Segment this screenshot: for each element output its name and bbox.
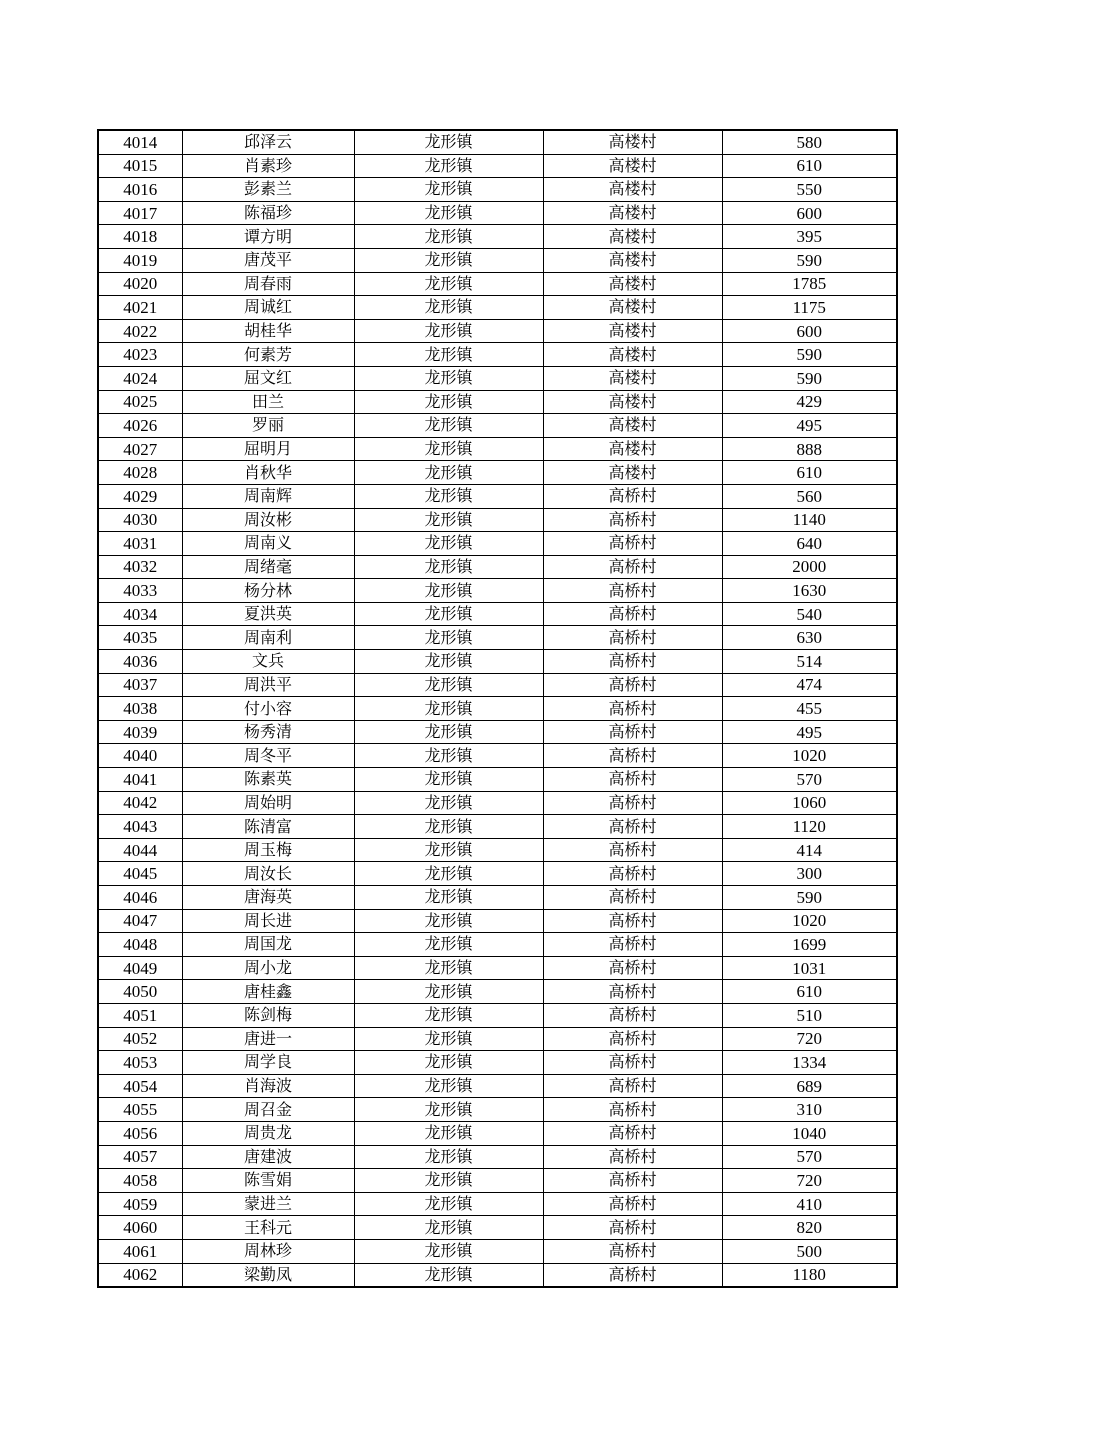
name-cell: 谭方明 <box>182 225 354 249</box>
amount-cell: 820 <box>722 1216 897 1240</box>
name-cell: 屈明月 <box>182 437 354 461</box>
serial-number-cell: 4041 <box>98 768 182 792</box>
serial-number-cell: 4056 <box>98 1121 182 1145</box>
village-cell: 高桥村 <box>543 1263 722 1287</box>
serial-number-cell: 4022 <box>98 319 182 343</box>
table-row <box>98 1121 897 1145</box>
amount-cell: 1020 <box>722 909 897 933</box>
amount-cell: 410 <box>722 1192 897 1216</box>
table-row <box>98 484 897 508</box>
serial-number-cell: 4033 <box>98 579 182 603</box>
town-cell: 龙形镇 <box>354 956 543 980</box>
data-table <box>97 129 898 1288</box>
name-cell: 唐进一 <box>182 1027 354 1051</box>
name-cell: 周国龙 <box>182 933 354 957</box>
village-cell: 高桥村 <box>543 1098 722 1122</box>
serial-number-cell: 4028 <box>98 461 182 485</box>
name-cell: 周长进 <box>182 909 354 933</box>
table-row <box>98 248 897 272</box>
amount-cell: 310 <box>722 1098 897 1122</box>
town-cell: 龙形镇 <box>354 532 543 556</box>
name-cell: 周汝彬 <box>182 508 354 532</box>
town-cell: 龙形镇 <box>354 154 543 178</box>
table-row <box>98 579 897 603</box>
serial-number-cell: 4044 <box>98 838 182 862</box>
village-cell: 高桥村 <box>543 744 722 768</box>
village-cell: 高楼村 <box>543 225 722 249</box>
town-cell: 龙形镇 <box>354 838 543 862</box>
table-row <box>98 933 897 957</box>
table-row <box>98 1003 897 1027</box>
serial-number-cell: 4014 <box>98 130 182 154</box>
serial-number-cell: 4058 <box>98 1169 182 1193</box>
table-row <box>98 154 897 178</box>
serial-number-cell: 4027 <box>98 437 182 461</box>
table-row <box>98 602 897 626</box>
amount-cell: 1334 <box>722 1051 897 1075</box>
name-cell: 陈素英 <box>182 768 354 792</box>
name-cell: 周洪平 <box>182 673 354 697</box>
town-cell: 龙形镇 <box>354 1121 543 1145</box>
table-row <box>98 437 897 461</box>
serial-number-cell: 4039 <box>98 720 182 744</box>
village-cell: 高桥村 <box>543 532 722 556</box>
amount-cell: 610 <box>722 154 897 178</box>
town-cell: 龙形镇 <box>354 272 543 296</box>
table-row <box>98 862 897 886</box>
town-cell: 龙形镇 <box>354 178 543 202</box>
name-cell: 杨分林 <box>182 579 354 603</box>
serial-number-cell: 4052 <box>98 1027 182 1051</box>
village-cell: 高楼村 <box>543 343 722 367</box>
name-cell: 屈文红 <box>182 366 354 390</box>
town-cell: 龙形镇 <box>354 225 543 249</box>
name-cell: 周贵龙 <box>182 1121 354 1145</box>
village-cell: 高桥村 <box>543 602 722 626</box>
name-cell: 周冬平 <box>182 744 354 768</box>
name-cell: 唐海英 <box>182 886 354 910</box>
serial-number-cell: 4021 <box>98 296 182 320</box>
town-cell: 龙形镇 <box>354 650 543 674</box>
town-cell: 龙形镇 <box>354 791 543 815</box>
village-cell: 高楼村 <box>543 366 722 390</box>
village-cell: 高桥村 <box>543 1192 722 1216</box>
serial-number-cell: 4048 <box>98 933 182 957</box>
amount-cell: 590 <box>722 343 897 367</box>
town-cell: 龙形镇 <box>354 1239 543 1263</box>
name-cell: 肖秋华 <box>182 461 354 485</box>
serial-number-cell: 4016 <box>98 178 182 202</box>
table-row <box>98 1216 897 1240</box>
village-cell: 高桥村 <box>543 1216 722 1240</box>
table-row <box>98 886 897 910</box>
town-cell: 龙形镇 <box>354 1145 543 1169</box>
table-row <box>98 980 897 1004</box>
town-cell: 龙形镇 <box>354 201 543 225</box>
serial-number-cell: 4047 <box>98 909 182 933</box>
amount-cell: 610 <box>722 461 897 485</box>
amount-cell: 395 <box>722 225 897 249</box>
town-cell: 龙形镇 <box>354 602 543 626</box>
town-cell: 龙形镇 <box>354 296 543 320</box>
town-cell: 龙形镇 <box>354 1074 543 1098</box>
amount-cell: 580 <box>722 130 897 154</box>
name-cell: 陈雪娟 <box>182 1169 354 1193</box>
name-cell: 蒙进兰 <box>182 1192 354 1216</box>
name-cell: 肖海波 <box>182 1074 354 1098</box>
name-cell: 文兵 <box>182 650 354 674</box>
amount-cell: 720 <box>722 1169 897 1193</box>
amount-cell: 1140 <box>722 508 897 532</box>
town-cell: 龙形镇 <box>354 815 543 839</box>
village-cell: 高楼村 <box>543 178 722 202</box>
amount-cell: 570 <box>722 768 897 792</box>
table-row <box>98 744 897 768</box>
serial-number-cell: 4023 <box>98 343 182 367</box>
amount-cell: 1120 <box>722 815 897 839</box>
village-cell: 高桥村 <box>543 1121 722 1145</box>
amount-cell: 590 <box>722 366 897 390</box>
town-cell: 龙形镇 <box>354 1263 543 1287</box>
village-cell: 高桥村 <box>543 579 722 603</box>
table-row <box>98 791 897 815</box>
table-row <box>98 1263 897 1287</box>
village-cell: 高桥村 <box>543 650 722 674</box>
village-cell: 高楼村 <box>543 319 722 343</box>
amount-cell: 1785 <box>722 272 897 296</box>
amount-cell: 1031 <box>722 956 897 980</box>
village-cell: 高桥村 <box>543 1003 722 1027</box>
serial-number-cell: 4050 <box>98 980 182 1004</box>
town-cell: 龙形镇 <box>354 933 543 957</box>
serial-number-cell: 4049 <box>98 956 182 980</box>
serial-number-cell: 4018 <box>98 225 182 249</box>
serial-number-cell: 4035 <box>98 626 182 650</box>
village-cell: 高楼村 <box>543 461 722 485</box>
amount-cell: 429 <box>722 390 897 414</box>
town-cell: 龙形镇 <box>354 555 543 579</box>
name-cell: 唐茂平 <box>182 248 354 272</box>
serial-number-cell: 4038 <box>98 697 182 721</box>
amount-cell: 2000 <box>722 555 897 579</box>
name-cell: 唐建波 <box>182 1145 354 1169</box>
amount-cell: 1699 <box>722 933 897 957</box>
village-cell: 高桥村 <box>543 1027 722 1051</box>
name-cell: 夏洪英 <box>182 602 354 626</box>
town-cell: 龙形镇 <box>354 697 543 721</box>
amount-cell: 1180 <box>722 1263 897 1287</box>
table-row <box>98 1027 897 1051</box>
name-cell: 梁勤凤 <box>182 1263 354 1287</box>
village-cell: 高桥村 <box>543 697 722 721</box>
table-row <box>98 414 897 438</box>
amount-cell: 590 <box>722 248 897 272</box>
town-cell: 龙形镇 <box>354 1098 543 1122</box>
village-cell: 高桥村 <box>543 1145 722 1169</box>
table-row <box>98 697 897 721</box>
table-row <box>98 626 897 650</box>
amount-cell: 1630 <box>722 579 897 603</box>
serial-number-cell: 4026 <box>98 414 182 438</box>
serial-number-cell: 4040 <box>98 744 182 768</box>
amount-cell: 630 <box>722 626 897 650</box>
village-cell: 高桥村 <box>543 508 722 532</box>
serial-number-cell: 4045 <box>98 862 182 886</box>
name-cell: 邱泽云 <box>182 130 354 154</box>
amount-cell: 300 <box>722 862 897 886</box>
village-cell: 高楼村 <box>543 390 722 414</box>
table-row <box>98 1239 897 1263</box>
table-row <box>98 1145 897 1169</box>
table-row <box>98 225 897 249</box>
village-cell: 高桥村 <box>543 956 722 980</box>
amount-cell: 720 <box>722 1027 897 1051</box>
name-cell: 罗丽 <box>182 414 354 438</box>
table-body <box>98 130 897 1287</box>
village-cell: 高桥村 <box>543 862 722 886</box>
table-row <box>98 319 897 343</box>
town-cell: 龙形镇 <box>354 1003 543 1027</box>
name-cell: 胡桂华 <box>182 319 354 343</box>
table-row <box>98 1051 897 1075</box>
town-cell: 龙形镇 <box>354 366 543 390</box>
amount-cell: 1040 <box>722 1121 897 1145</box>
serial-number-cell: 4024 <box>98 366 182 390</box>
serial-number-cell: 4015 <box>98 154 182 178</box>
name-cell: 付小容 <box>182 697 354 721</box>
table-row <box>98 650 897 674</box>
village-cell: 高楼村 <box>543 201 722 225</box>
name-cell: 周玉梅 <box>182 838 354 862</box>
table-row <box>98 178 897 202</box>
town-cell: 龙形镇 <box>354 1169 543 1193</box>
amount-cell: 514 <box>722 650 897 674</box>
table-row <box>98 201 897 225</box>
town-cell: 龙形镇 <box>354 130 543 154</box>
town-cell: 龙形镇 <box>354 862 543 886</box>
village-cell: 高桥村 <box>543 791 722 815</box>
amount-cell: 1020 <box>722 744 897 768</box>
town-cell: 龙形镇 <box>354 414 543 438</box>
village-cell: 高桥村 <box>543 1239 722 1263</box>
town-cell: 龙形镇 <box>354 437 543 461</box>
name-cell: 周南辉 <box>182 484 354 508</box>
serial-number-cell: 4059 <box>98 1192 182 1216</box>
serial-number-cell: 4032 <box>98 555 182 579</box>
village-cell: 高桥村 <box>543 673 722 697</box>
serial-number-cell: 4042 <box>98 791 182 815</box>
serial-number-cell: 4060 <box>98 1216 182 1240</box>
amount-cell: 590 <box>722 886 897 910</box>
name-cell: 陈清富 <box>182 815 354 839</box>
amount-cell: 550 <box>722 178 897 202</box>
amount-cell: 888 <box>722 437 897 461</box>
village-cell: 高桥村 <box>543 768 722 792</box>
town-cell: 龙形镇 <box>354 673 543 697</box>
town-cell: 龙形镇 <box>354 768 543 792</box>
town-cell: 龙形镇 <box>354 744 543 768</box>
town-cell: 龙形镇 <box>354 343 543 367</box>
serial-number-cell: 4054 <box>98 1074 182 1098</box>
town-cell: 龙形镇 <box>354 461 543 485</box>
serial-number-cell: 4019 <box>98 248 182 272</box>
name-cell: 彭素兰 <box>182 178 354 202</box>
amount-cell: 570 <box>722 1145 897 1169</box>
table-row <box>98 1098 897 1122</box>
amount-cell: 510 <box>722 1003 897 1027</box>
table-row <box>98 343 897 367</box>
serial-number-cell: 4017 <box>98 201 182 225</box>
amount-cell: 495 <box>722 414 897 438</box>
town-cell: 龙形镇 <box>354 626 543 650</box>
serial-number-cell: 4062 <box>98 1263 182 1287</box>
amount-cell: 610 <box>722 980 897 1004</box>
name-cell: 周召金 <box>182 1098 354 1122</box>
serial-number-cell: 4037 <box>98 673 182 697</box>
amount-cell: 689 <box>722 1074 897 1098</box>
name-cell: 周绪毫 <box>182 555 354 579</box>
table-row <box>98 508 897 532</box>
table-row <box>98 366 897 390</box>
village-cell: 高桥村 <box>543 909 722 933</box>
village-cell: 高楼村 <box>543 414 722 438</box>
serial-number-cell: 4043 <box>98 815 182 839</box>
village-cell: 高桥村 <box>543 484 722 508</box>
town-cell: 龙形镇 <box>354 579 543 603</box>
town-cell: 龙形镇 <box>354 1051 543 1075</box>
amount-cell: 600 <box>722 319 897 343</box>
serial-number-cell: 4030 <box>98 508 182 532</box>
serial-number-cell: 4046 <box>98 886 182 910</box>
amount-cell: 1060 <box>722 791 897 815</box>
name-cell: 周学良 <box>182 1051 354 1075</box>
village-cell: 高桥村 <box>543 933 722 957</box>
table-row <box>98 838 897 862</box>
village-cell: 高楼村 <box>543 154 722 178</box>
name-cell: 何素芳 <box>182 343 354 367</box>
serial-number-cell: 4020 <box>98 272 182 296</box>
amount-cell: 560 <box>722 484 897 508</box>
village-cell: 高楼村 <box>543 296 722 320</box>
amount-cell: 495 <box>722 720 897 744</box>
serial-number-cell: 4031 <box>98 532 182 556</box>
village-cell: 高桥村 <box>543 838 722 862</box>
name-cell: 周汝长 <box>182 862 354 886</box>
town-cell: 龙形镇 <box>354 484 543 508</box>
table-row <box>98 673 897 697</box>
table-row <box>98 532 897 556</box>
town-cell: 龙形镇 <box>354 1027 543 1051</box>
town-cell: 龙形镇 <box>354 248 543 272</box>
amount-cell: 414 <box>722 838 897 862</box>
amount-cell: 600 <box>722 201 897 225</box>
name-cell: 周南利 <box>182 626 354 650</box>
name-cell: 周小龙 <box>182 956 354 980</box>
table-row <box>98 1074 897 1098</box>
town-cell: 龙形镇 <box>354 909 543 933</box>
amount-cell: 540 <box>722 602 897 626</box>
serial-number-cell: 4029 <box>98 484 182 508</box>
name-cell: 肖素珍 <box>182 154 354 178</box>
table-row <box>98 768 897 792</box>
name-cell: 周林珍 <box>182 1239 354 1263</box>
serial-number-cell: 4061 <box>98 1239 182 1263</box>
table-row <box>98 1169 897 1193</box>
village-cell: 高桥村 <box>543 815 722 839</box>
serial-number-cell: 4051 <box>98 1003 182 1027</box>
amount-cell: 1175 <box>722 296 897 320</box>
serial-number-cell: 4034 <box>98 602 182 626</box>
village-cell: 高桥村 <box>543 720 722 744</box>
amount-cell: 640 <box>722 532 897 556</box>
amount-cell: 500 <box>722 1239 897 1263</box>
name-cell: 田兰 <box>182 390 354 414</box>
name-cell: 周诚红 <box>182 296 354 320</box>
village-cell: 高桥村 <box>543 1169 722 1193</box>
village-cell: 高桥村 <box>543 886 722 910</box>
table-row <box>98 461 897 485</box>
town-cell: 龙形镇 <box>354 390 543 414</box>
town-cell: 龙形镇 <box>354 886 543 910</box>
town-cell: 龙形镇 <box>354 1216 543 1240</box>
town-cell: 龙形镇 <box>354 1192 543 1216</box>
village-cell: 高楼村 <box>543 130 722 154</box>
village-cell: 高桥村 <box>543 980 722 1004</box>
village-cell: 高楼村 <box>543 437 722 461</box>
table-row <box>98 272 897 296</box>
name-cell: 唐桂鑫 <box>182 980 354 1004</box>
table-row <box>98 555 897 579</box>
table-row <box>98 956 897 980</box>
name-cell: 周始明 <box>182 791 354 815</box>
amount-cell: 455 <box>722 697 897 721</box>
village-cell: 高楼村 <box>543 272 722 296</box>
name-cell: 陈剑梅 <box>182 1003 354 1027</box>
table-row <box>98 296 897 320</box>
table-row <box>98 130 897 154</box>
serial-number-cell: 4025 <box>98 390 182 414</box>
table-row <box>98 815 897 839</box>
serial-number-cell: 4036 <box>98 650 182 674</box>
village-cell: 高楼村 <box>543 248 722 272</box>
amount-cell: 474 <box>722 673 897 697</box>
village-cell: 高桥村 <box>543 1074 722 1098</box>
town-cell: 龙形镇 <box>354 720 543 744</box>
village-cell: 高桥村 <box>543 555 722 579</box>
town-cell: 龙形镇 <box>354 319 543 343</box>
serial-number-cell: 4057 <box>98 1145 182 1169</box>
serial-number-cell: 4053 <box>98 1051 182 1075</box>
name-cell: 杨秀清 <box>182 720 354 744</box>
town-cell: 龙形镇 <box>354 980 543 1004</box>
table-row <box>98 720 897 744</box>
name-cell: 陈福珍 <box>182 201 354 225</box>
village-cell: 高桥村 <box>543 626 722 650</box>
village-cell: 高桥村 <box>543 1051 722 1075</box>
town-cell: 龙形镇 <box>354 508 543 532</box>
name-cell: 王科元 <box>182 1216 354 1240</box>
table-row <box>98 1192 897 1216</box>
name-cell: 周春雨 <box>182 272 354 296</box>
serial-number-cell: 4055 <box>98 1098 182 1122</box>
name-cell: 周南义 <box>182 532 354 556</box>
table-row <box>98 909 897 933</box>
table-row <box>98 390 897 414</box>
